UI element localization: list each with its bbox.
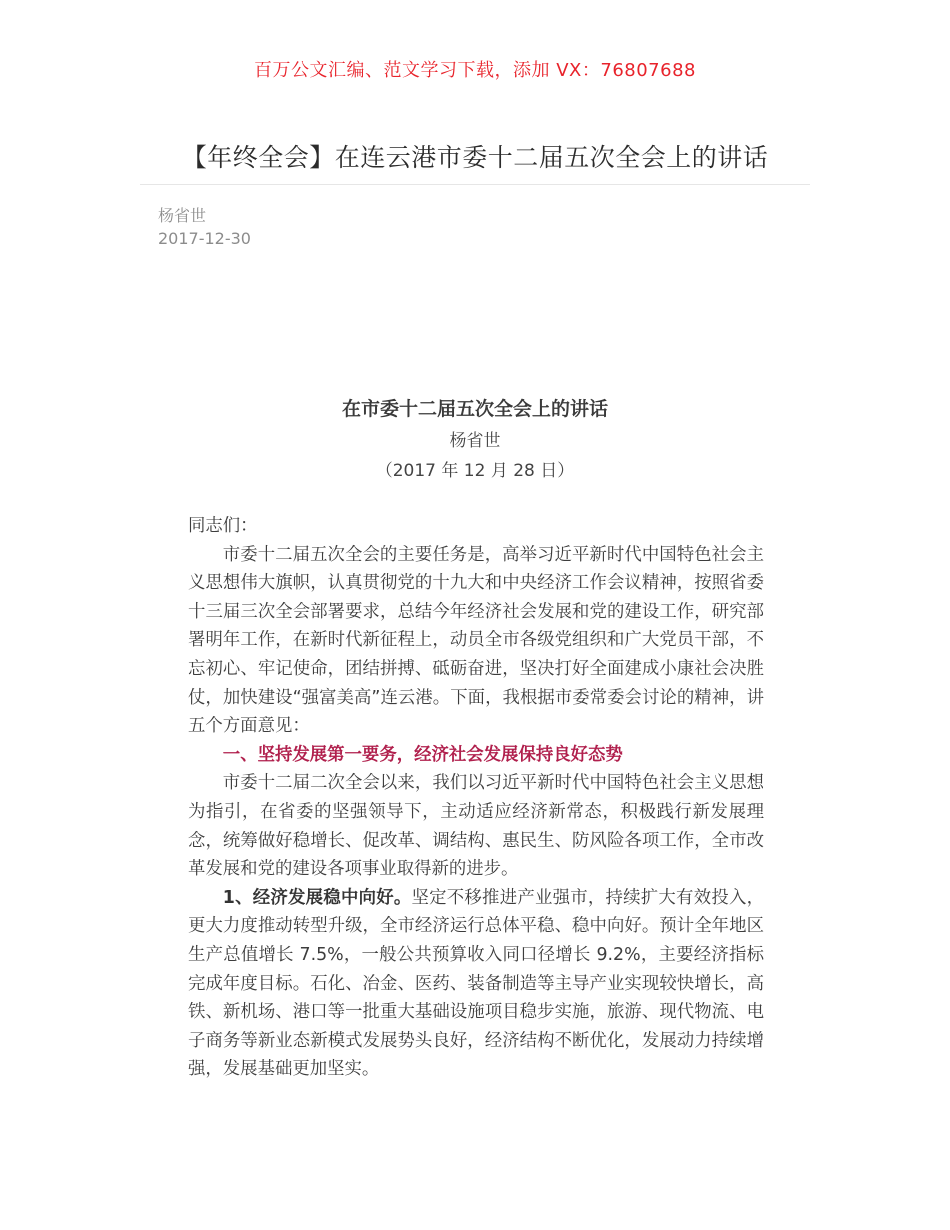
speech-title: 在市委十二届五次全会上的讲话 xyxy=(341,398,608,420)
speech-body xyxy=(188,512,764,1084)
title-divider xyxy=(140,184,810,185)
point-lead: 1、经济发展稳中向好。 xyxy=(222,887,412,908)
salutation: 同志们： xyxy=(188,516,258,536)
promo-banner: 百万公文汇编、范文学习下载，添加 VX：76807688 xyxy=(254,60,696,81)
section-paragraph: 市委十二届二次全会以来，我们以习近平新时代中国特色社会主义思想为指引，在省委的坚强领导下，主动适应经济新常态，积极践行新发展理念，统筹做好稳增长、促改革、调结构、惠民生、防风险各项工作，全市改革发展和党的建设各项事业取得新的进步。 xyxy=(188,773,764,880)
article-meta xyxy=(158,204,251,250)
speech-author: 杨省世 xyxy=(449,431,501,451)
article-title: 【年终全会】在连云港市委十二届五次全会上的讲话 xyxy=(181,143,769,172)
intro-paragraph: 市委十二届五次全会的主要任务是，高举习近平新时代中国特色社会主义思想伟大旗帜，认真贯彻党的十九大和中央经济工作会议精神，按照省委十三届三次全会部署要求，总结今年经济社会发展和党的建设工作，研究部署明年工作，在新时代新征程上，动员全市各级党组织和广大党员干部，不忘初心、牢记使命，团结拼搏、砥砺奋进，坚决打好全面建成小康社会决胜仗，加快建设“强富美高”连云港。下面，我根据市委常委会讨论的精神，讲五个方面意见： xyxy=(188,544,764,737)
section-heading: 一、坚持发展第一要务，经济社会发展保持良好态势 xyxy=(222,744,623,765)
article-date: 2017-12-30 xyxy=(158,229,251,248)
point-paragraph xyxy=(188,884,764,1084)
speech-date: （2017 年 12 月 28 日） xyxy=(375,461,575,481)
point-text: 坚定不移推进产业强市，持续扩大有效投入，更大力度推动转型升级，全市经济运行总体平稳、稳中向好。预计全年地区生产总值增长 7.5%，一般公共预算收入同口径增长 9.2%，主要经济指标完成年度目标。石化、冶金、医药、装备制造等主导产业实现较快增长，高铁、新机场、港口等一批重大基础设施项目稳步实施，旅游、现代物流、电子商务等新业态新模式发展势头良好，经济结构不断优化，发展动力持续增强，发展基础更加坚实。 xyxy=(188,887,764,1080)
article-author: 杨省世 xyxy=(158,206,207,225)
